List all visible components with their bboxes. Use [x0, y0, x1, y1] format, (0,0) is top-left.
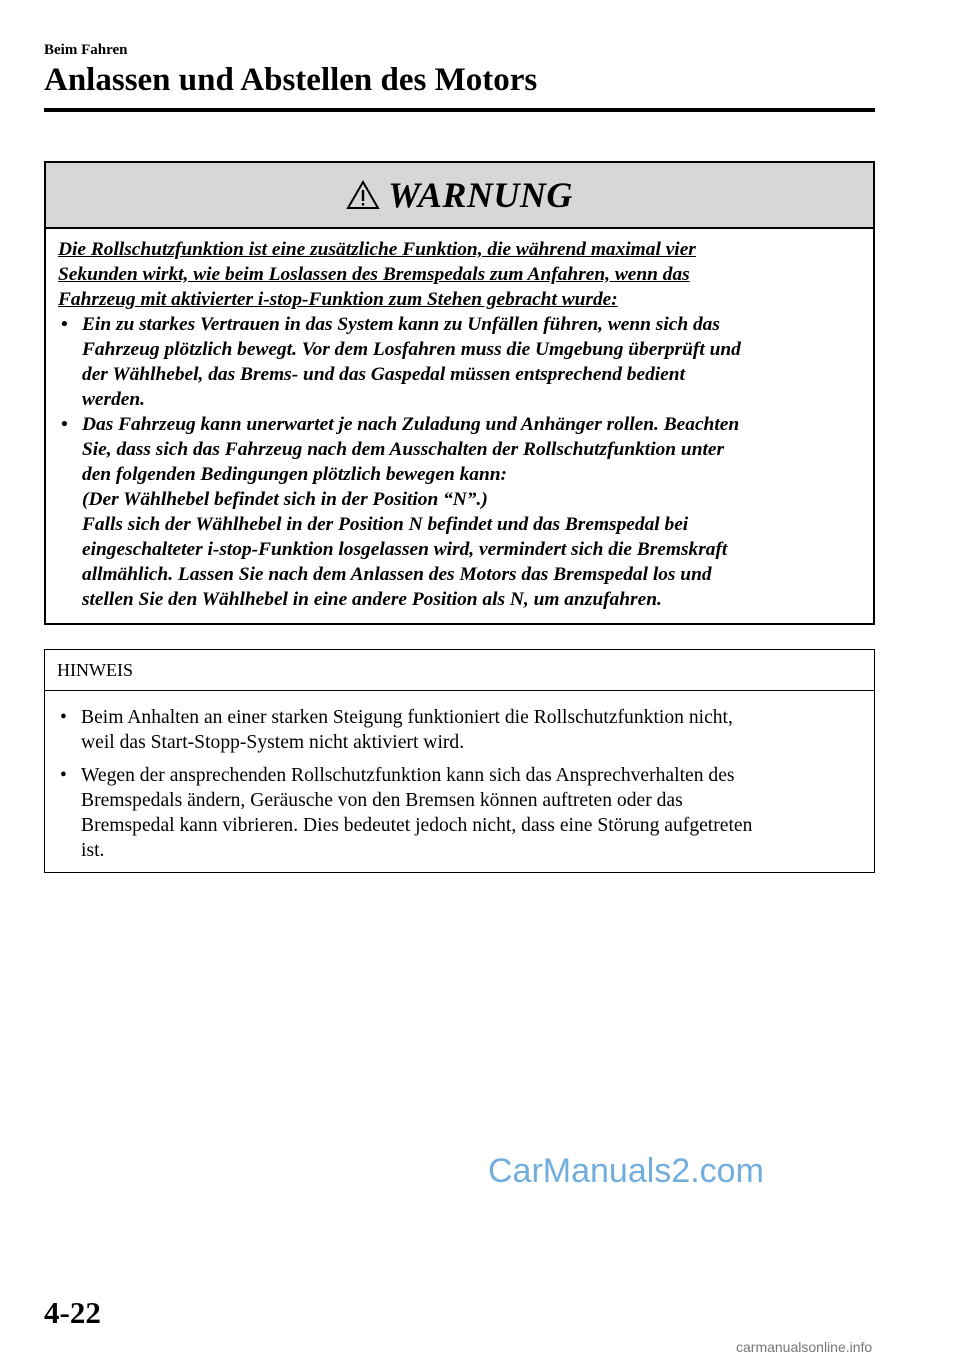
warning-intro-line: Die Rollschutzfunktion ist eine zusätzliche Funktion, die während maximal vier: [58, 239, 696, 260]
warning-bullet-line: den folgenden Bedingungen plötzlich bewegen kann:: [82, 464, 508, 485]
warning-bullet-line: Falls sich der Wählhebel in der Position N befindet und das Bremspedal bei: [82, 514, 689, 535]
warning-body: [46, 229, 873, 612]
warning-intro: [58, 237, 857, 312]
warning-bullet-line: werden.: [82, 389, 146, 410]
note-bullet-line: Bremspedal kann vibrieren. Dies bedeutet jedoch nicht, dass eine Störung aufgetreten: [81, 815, 753, 836]
warning-bullet-line: Ein zu starkes Vertrauen in das System kann zu Unfällen führen, wenn sich das: [82, 314, 720, 335]
bullet-icon: •: [60, 707, 67, 728]
warning-triangle-icon: [346, 180, 380, 210]
warning-title: WARNUNG: [388, 175, 573, 215]
warning-bullet-line: der Wählhebel, das Brems- und das Gaspedal müssen entsprechend bedient: [82, 364, 685, 385]
note-bullet-list: [45, 691, 874, 863]
bullet-icon: •: [61, 314, 68, 335]
section-label: Beim Fahren: [44, 42, 128, 58]
warning-bullet-line: Fahrzeug plötzlich bewegt. Vor dem Losfahren muss die Umgebung überprüft und: [82, 339, 741, 360]
warning-bullet-line: stellen Sie den Wählhebel in eine andere Position als N, um anzufahren.: [82, 589, 662, 610]
note-bullet-line: Bremspedals ändern, Geräusche von den Bremsen können auftreten oder das: [81, 790, 683, 811]
warning-box: [44, 161, 875, 625]
warning-bullet-line: (Der Wählhebel befindet sich in der Position “N”.): [82, 489, 488, 510]
warning-bullet-item: [58, 412, 857, 612]
warning-header: [46, 163, 873, 229]
warning-bullet-line: Das Fahrzeug kann unerwartet je nach Zuladung und Anhänger rollen. Beachten: [82, 414, 740, 435]
note-bullet-line: Wegen der ansprechenden Rollschutzfunktion kann sich das Ansprechverhalten des: [81, 765, 735, 786]
warning-bullet-line: allmählich. Lassen Sie nach dem Anlassen des Motors das Bremspedal los und: [82, 564, 712, 585]
title-rule: [44, 108, 875, 112]
note-bullet-line: Beim Anhalten an einer starken Steigung funktioniert die Rollschutzfunktion nicht,: [81, 707, 733, 728]
note-title: HINWEIS: [57, 659, 133, 680]
warning-bullet-item: [58, 312, 857, 412]
warning-bullet-line: eingeschalteter i-stop-Funktion losgelassen wird, vermindert sich die Bremskraft: [82, 539, 728, 560]
note-box: [44, 649, 875, 873]
note-header: [45, 650, 874, 691]
note-bullet-item: [57, 763, 858, 863]
note-bullet-line: weil das Start-Stopp-System nicht aktiviert wird.: [81, 732, 465, 753]
bullet-icon: •: [61, 414, 68, 435]
note-bullet-item: [57, 705, 858, 755]
bullet-icon: •: [60, 765, 67, 786]
note-bullet-line: ist.: [81, 840, 105, 861]
watermark-logo: CarManuals2.com: [488, 1152, 764, 1190]
warning-bullet-list: [58, 312, 857, 612]
warning-bullet-line: Sie, dass sich das Fahrzeug nach dem Ausschalten der Rollschutzfunktion unter: [82, 439, 725, 460]
warning-intro-line: Sekunden wirkt, wie beim Loslassen des Bremspedals zum Anfahren, wenn das: [58, 264, 690, 285]
page-title: Anlassen und Abstellen des Motors: [44, 62, 538, 98]
site-footer-link[interactable]: carmanualsonline.info: [736, 1339, 873, 1355]
warning-intro-line: Fahrzeug mit aktivierter i-stop-Funktion zum Stehen gebracht wurde:: [58, 289, 618, 310]
page-number: 4-22: [44, 1295, 101, 1330]
